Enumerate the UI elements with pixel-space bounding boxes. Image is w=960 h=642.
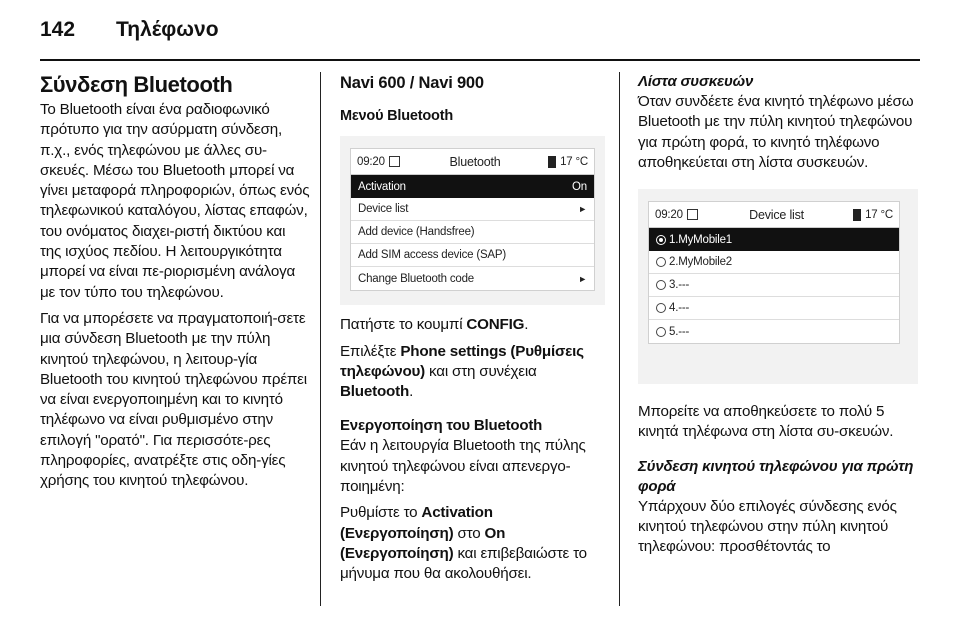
calendar-icon bbox=[687, 209, 698, 220]
column-divider bbox=[320, 72, 321, 606]
device-list-item[interactable]: 5.--- bbox=[649, 320, 899, 343]
device-list-screenshot bbox=[638, 189, 918, 384]
paragraph: Πατήστε το κουμπί CONFIG. bbox=[340, 316, 529, 334]
subheading: Μενού Bluetooth bbox=[340, 108, 454, 124]
device-list-item[interactable]: 2.MyMobile2 bbox=[649, 251, 899, 274]
phone-icon bbox=[853, 209, 861, 221]
page-title: Τηλέφωνο bbox=[116, 18, 219, 41]
header-rule bbox=[40, 59, 920, 61]
calendar-icon bbox=[389, 156, 400, 167]
paragraph: Μπορείτε να αποθηκεύσετε το πολύ 5 κινητά τηλέφωνα στη λίστα συ-σκευών. bbox=[638, 403, 894, 441]
device-list-item[interactable]: 1.MyMobile1 bbox=[649, 228, 899, 251]
page-number: 142 bbox=[40, 18, 76, 41]
bluetooth-menu-screenshot bbox=[340, 136, 605, 305]
column-3 bbox=[638, 72, 918, 564]
arrow-right-icon: ► bbox=[578, 204, 587, 215]
menu-item-device-list[interactable]: Device list ► bbox=[351, 198, 594, 221]
section-heading: Σύνδεση Bluetooth bbox=[40, 72, 233, 97]
clock: 09:20 bbox=[655, 208, 683, 221]
arrow-right-icon: ► bbox=[578, 273, 587, 284]
column-1 bbox=[40, 72, 310, 498]
device-list-item[interactable]: 4.--- bbox=[649, 297, 899, 320]
column-2 bbox=[340, 72, 605, 591]
column-heading: Navi 600 / Navi 900 bbox=[340, 74, 484, 92]
paragraph: Το Bluetooth είναι ένα ραδιοφωνικό πρότυπο για την ασύρματη σύνδεση, π.χ., ενός τηλεφώνου με άλλες συ-σκευές. Μέσω του Bluetooth μπορεί να γίνει μεταφορά πληροφοριών, όπως ενός τηλεφωνικού καταλόγου, λίστας επαφών, του ονόματος διαχει-ριστή δικτύου και της ισχύος πεδίου. Η λειτουργικότητα μπορεί να είναι πε-ριορισμένη ανάλογα με τον τύπο του τηλεφώνου. bbox=[40, 101, 310, 301]
screen bbox=[648, 201, 900, 344]
paragraph: Ρυθμίστε το Activation (Ενεργοποίηση) στο On (Ενεργοποίηση) και επιβεβαιώστε το μήνυμα που θα ακολουθήσει. bbox=[340, 504, 587, 583]
radio-icon bbox=[656, 303, 666, 313]
paragraph-heading: Σύνδεση κινητού τηλεφώνου για πρώτη φορά bbox=[638, 457, 914, 495]
clock: 09:20 bbox=[357, 155, 385, 168]
page-header bbox=[40, 18, 219, 48]
radio-icon bbox=[656, 257, 666, 267]
paragraph: Για να μπορέσετε να πραγματοποιή-σετε μια σύνδεση Bluetooth με την πύλη κινητού τηλεφώνου, η λειτουρ-γία Bluetooth του κινητού τηλεφώνου πρέπει να είναι ενεργοποιημένη και το κινητό τηλέφωνο να είναι ρυθμισμένο στην επιλογή "ορατό". Για περισσότε-ρες πληροφορίες, ανατρέξτε στις οδη-γίες χρήσης του κινητού τηλεφώνου. bbox=[40, 309, 307, 490]
column-divider bbox=[619, 72, 620, 606]
screen-title: Bluetooth bbox=[449, 154, 501, 169]
paragraph: Επιλέξτε Phone settings (Ρυθμίσεις τηλεφώνου) και στη συνέχεια Bluetooth. bbox=[340, 342, 584, 401]
radio-icon bbox=[656, 327, 666, 337]
status-bar bbox=[351, 149, 594, 175]
paragraph: Εάν η λειτουργία Bluetooth της πύλης κινητού τηλεφώνου είναι απενεργο-ποιημένη: bbox=[340, 437, 586, 496]
menu-item-activation[interactable]: Activation On bbox=[351, 175, 594, 198]
paragraph-heading: Ενεργοποίηση του Bluetooth bbox=[340, 417, 543, 435]
menu-item-add-device[interactable]: Add device (Handsfree) bbox=[351, 221, 594, 244]
radio-icon bbox=[656, 280, 666, 290]
screen-title: Device list bbox=[749, 207, 804, 222]
menu-item-add-sim[interactable]: Add SIM access device (SAP) bbox=[351, 244, 594, 267]
device-list-item[interactable]: 3.--- bbox=[649, 274, 899, 297]
paragraph-heading: Λίστα συσκευών bbox=[638, 73, 754, 90]
screen bbox=[350, 148, 595, 291]
temperature: 17 °C bbox=[865, 208, 893, 221]
radio-selected-icon bbox=[656, 235, 666, 245]
status-bar bbox=[649, 202, 899, 228]
phone-icon bbox=[548, 156, 556, 168]
temperature: 17 °C bbox=[560, 155, 588, 168]
menu-item-change-code[interactable]: Change Bluetooth code ► bbox=[351, 267, 594, 290]
paragraph: Υπάρχουν δύο επιλογές σύνδεσης ενός κινητού τηλεφώνου στην πύλη κινητού τηλεφώνου: προσθέτοντάς το bbox=[638, 497, 897, 556]
paragraph: Όταν συνδέετε ένα κινητό τηλέφωνο μέσω Bluetooth με την πύλη κινητού τηλεφώνου για πρώτη φορά, το κινητό τηλέφωνο αποθηκεύεται στη λίστα συσκευών. bbox=[638, 93, 914, 171]
